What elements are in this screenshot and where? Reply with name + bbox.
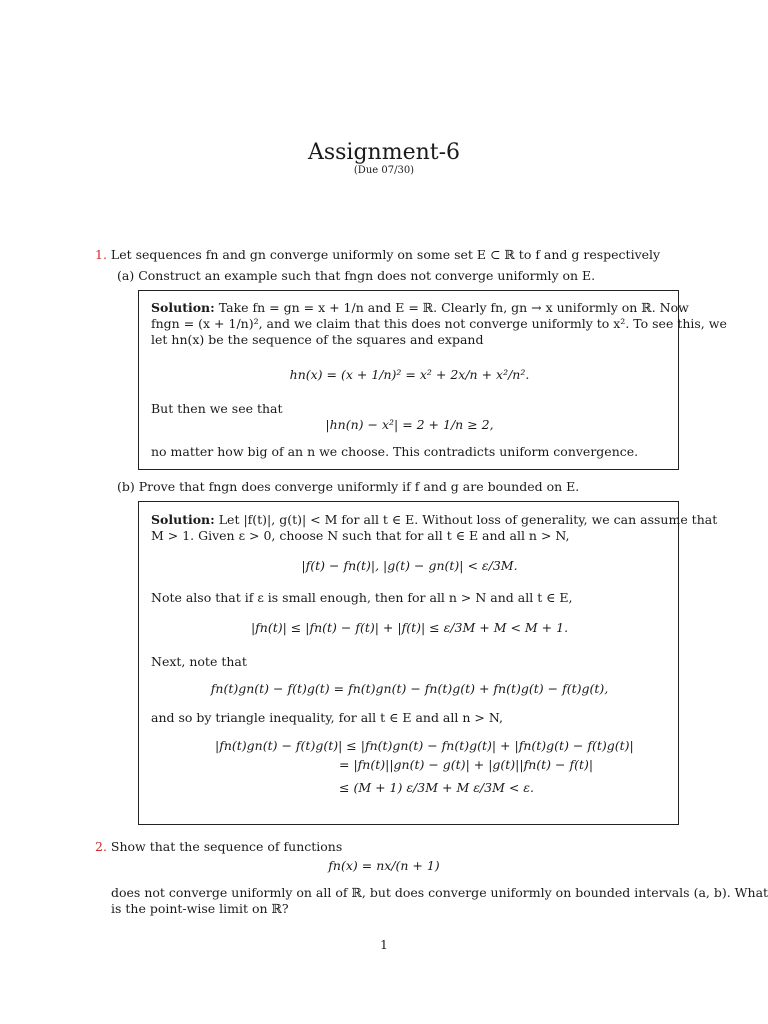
solution-b-equation-4c: ≤ (M + 1) ε/3M + M ε/3M < ε. — [339, 780, 534, 795]
solution-a-label: Solution: — [151, 300, 215, 315]
assignment-title: Assignment-6 — [307, 140, 461, 165]
part-a — [117, 268, 595, 283]
question-2-line-1: does not converge uniformly on all of ℝ, but does converge uniformly on bounded intervals (a, b). What — [111, 885, 768, 900]
part-b-text: Prove that fngn does converge uniformly if f and g are bounded on E. — [138, 479, 580, 494]
question-2-text: Show that the sequence of functions — [110, 839, 343, 854]
question-1-number: 1. — [95, 247, 107, 262]
part-a-label: (a) — [117, 268, 135, 283]
solution-b-label: Solution: — [151, 512, 215, 527]
part-a-text: Construct an example such that fngn does not converge uniformly on E. — [138, 268, 596, 283]
part-b-label: (b) — [117, 479, 135, 494]
question-2-number: 2. — [95, 839, 107, 854]
solution-b-equation-4a: |fn(t)gn(t) − f(t)g(t)| ≤ |fn(t)gn(t) − fn(t)g(t)| + |fn(t)g(t) − f(t)g(t)| — [215, 738, 634, 753]
solution-a-line-4: But then we see that — [151, 401, 283, 416]
solution-box-b — [138, 501, 718, 825]
solution-a-line-5: no matter how big of an n we choose. This contradicts uniform convergence. — [151, 444, 639, 459]
part-b — [117, 479, 579, 494]
solution-b-line-1 — [151, 512, 717, 527]
page-number: 1 — [380, 938, 388, 952]
solution-a-line-1 — [151, 300, 689, 315]
solution-a-text-1: Take fn = gn = x + 1/n and E = ℝ. Clearly fn, gn → x uniformly on ℝ. Now — [218, 300, 689, 315]
solution-b-line-3: Note also that if ε is small enough, then for all n > N and all t ∈ E, — [151, 590, 573, 605]
solution-b-equation-4b: = |fn(t)||gn(t) − g(t)| + |g(t)||fn(t) − f(t)| — [339, 757, 594, 772]
solution-b-equation-2: |fn(t)| ≤ |fn(t) − f(t)| + |f(t)| ≤ ε/3M + M < M + 1. — [250, 620, 569, 635]
question-2 — [95, 839, 342, 854]
due-date: (Due 07/30) — [353, 165, 415, 176]
solution-a-equation-1: hn(x) = (x + 1/n)² = x² + 2x/n + x²/n². — [289, 367, 530, 382]
solution-b-line-4: Next, note that — [151, 654, 247, 669]
solution-box-a — [138, 290, 727, 470]
question-1-text: Let sequences fn and gn converge uniformly on some set E ⊂ ℝ to f and g respectively — [110, 247, 661, 262]
question-2-line-2: is the point-wise limit on ℝ? — [111, 901, 289, 916]
solution-b-equation-3: fn(t)gn(t) − f(t)g(t) = fn(t)gn(t) − fn(t)g(t) + fn(t)g(t) − f(t)g(t), — [210, 681, 609, 696]
solution-b-equation-1: |f(t) − fn(t)|, |g(t) − gn(t)| < ε/3M. — [301, 558, 518, 573]
solution-b-text-1: Let |f(t)|, g(t)| < M for all t ∈ E. Without loss of generality, we can assume that — [218, 512, 718, 527]
solution-a-line-3: let hn(x) be the sequence of the squares and expand — [151, 332, 484, 347]
solution-b-line-2: M > 1. Given ε > 0, choose N such that for all t ∈ E and all n > N, — [151, 528, 570, 543]
solution-a-equation-2: |hn(n) − x²| = 2 + 1/n ≥ 2, — [325, 417, 494, 432]
question-1 — [95, 247, 660, 262]
question-2-equation: fn(x) = nx/(n + 1) — [328, 858, 440, 873]
solution-a-line-2: fngn = (x + 1/n)², and we claim that this does not converge uniformly to x². To see this, we — [151, 316, 727, 331]
solution-b-line-5: and so by triangle inequality, for all t ∈ E and all n > N, — [151, 710, 503, 725]
